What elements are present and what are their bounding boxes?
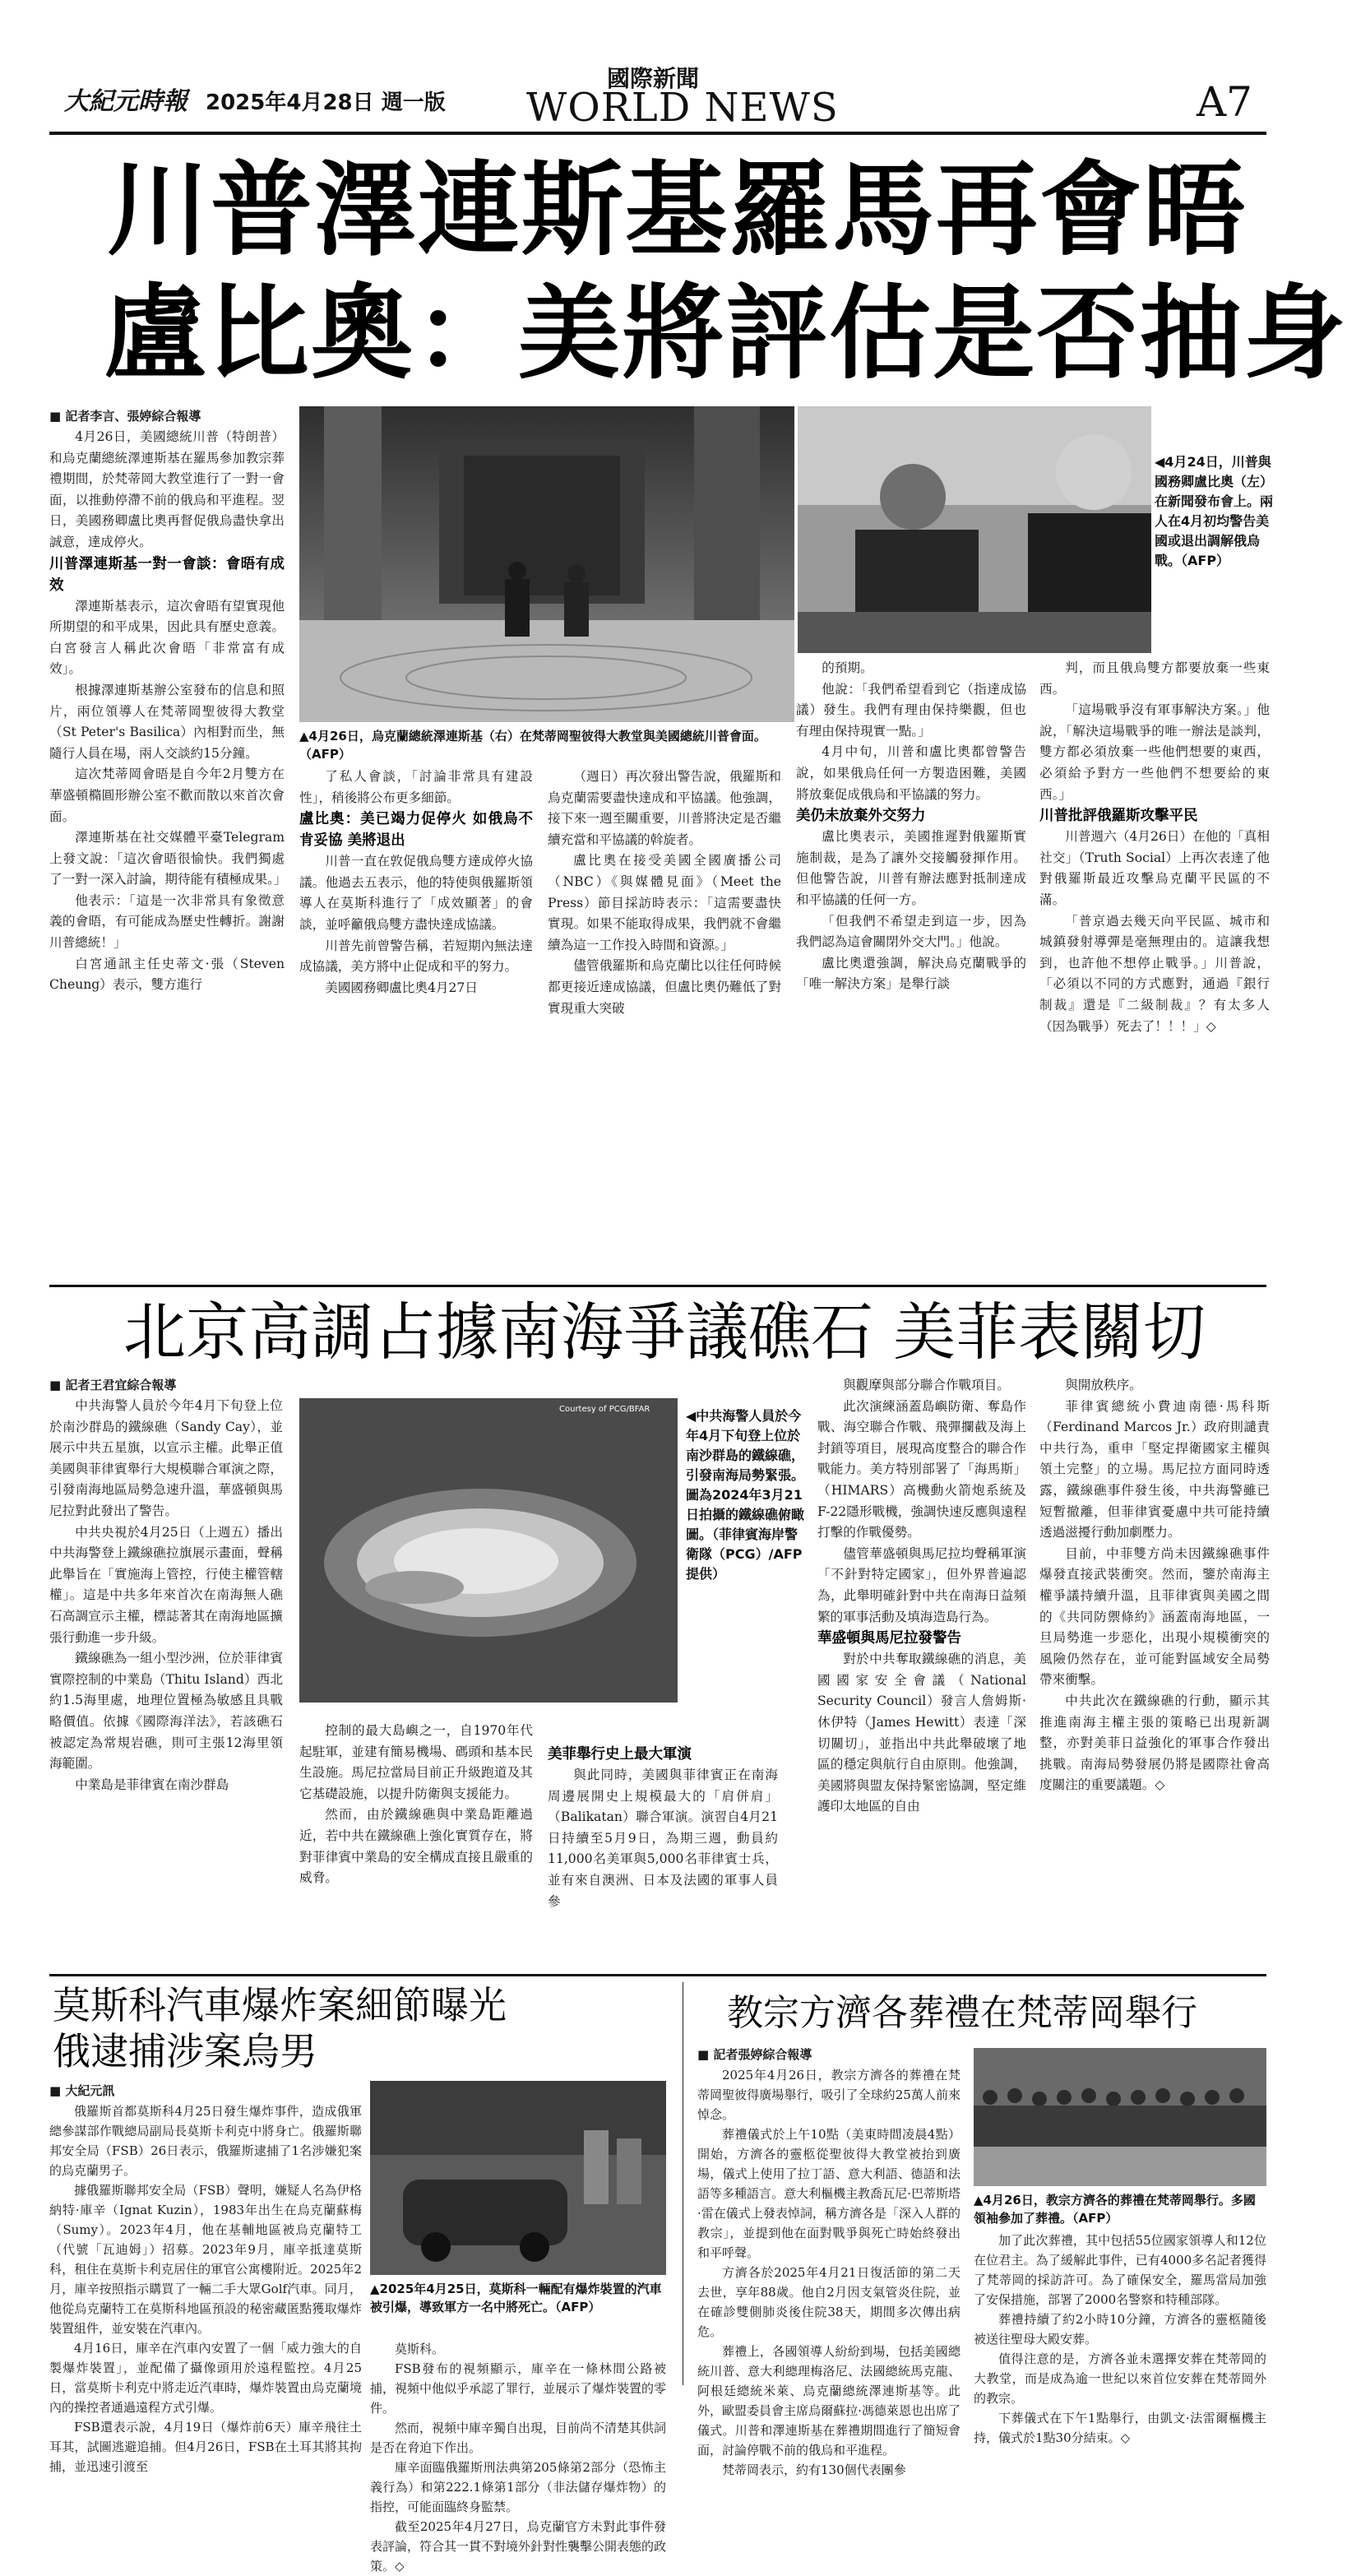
story2-photo-courtesy: Courtesy of PCG/BFAR: [559, 1405, 650, 1414]
story3-paragraph: 4月16日，庫辛在汽車內安置了一個「威力強大的自製爆炸裝置」，並配備了攝像頭用於遠程監控。4月25日，當莫斯卡利克中將走近汽車時，爆炸裝置由烏克蘭境內的操控者通過遠程方式引爆。: [49, 2341, 362, 2415]
story1-paragraph: 他表示：「這是一次非常具有象徵意義的會晤，有可能成為歷史性轉折。謝謝川普總統！」: [49, 892, 285, 951]
story3-paragraph: FSB發布的視頻顯示，庫辛在一條林間公路被捕，視頻中他似乎承認了罪行，並展示了爆炸裝置的零件。: [370, 2361, 667, 2416]
story4-paragraph: 2025年4月26日，教宗方濟各的葬禮在梵蒂岡聖彼得廣場舉行，吸引了全球約25萬人前來悼念。: [697, 2068, 960, 2122]
story1-paragraph: 4月中旬，川普和盧比奧都曾警告說，如果俄烏任何一方製造困難，美國將放棄促成俄烏和平協議的努力。: [796, 744, 1026, 802]
story2-column-3: [548, 1744, 778, 1967]
story3-headline-line2: 俄逮捕涉案烏男: [53, 2029, 317, 2073]
story4-photo-funeral: [974, 2048, 1266, 2186]
story2-headline: 北京高調占據南海爭議礁石 美菲表關切: [123, 1295, 1206, 1369]
story1-paragraph: 的預期。: [822, 660, 873, 675]
story1-paragraph: 川普一直在敦促俄烏雙方達成停火協議。他過去五表示，他的特使與俄羅斯領導人在莫斯科進行了「成效顯著」的會談，並呼籲俄烏雙方盡快達成協議。: [299, 854, 533, 932]
story1-paragraph: 儘管俄羅斯和烏克蘭比以往任何時候都更接近達成協議，但盧比奧仍難低了對實現重大突破: [548, 958, 781, 1016]
page-number: A7: [1197, 78, 1252, 126]
story2-paragraph: 中共海警人員於今年4月下旬登上位於南沙群島的鐵線礁（Sandy Cay），並展示中共五星旗，以宣示主權。此舉正值美國與菲律賓舉行大規模聯合軍演之際，引發南海地區局勢急速升溫，華盛頓與馬尼拉對此發出了警告。: [49, 1398, 283, 1518]
story1-paragraph: （週日）再次發出警告說，俄羅斯和烏克蘭需要盡快達成和平協議。他強調，接下來一週至關重要，川普將決定是否繼續充當和平協議的斡旋者。: [548, 769, 781, 847]
story1-paragraph: 4月26日，美國總統川普（特朗普）和烏克蘭總統澤連斯基在羅馬參加教宗葬禮期間，於梵蒂岡大教堂進行了一對一會面，以推動停滯不前的俄烏和平進程。翌日，美國務卿盧比奧再督促俄烏盡快拿出誠意，達成停火。: [49, 429, 285, 549]
story3-paragraph: 俄羅斯首都莫斯科4月25日發生爆炸事件，造成俄軍總參謀部作戰總局副局長莫斯卡利克中將身亡。俄羅斯聯邦安全局（FSB）26日表示，俄羅斯逮捕了1名涉嫌犯案的烏克蘭男子。: [49, 2104, 362, 2178]
story1-paragraph: 判，而且俄烏雙方都要放棄一些東西。: [1039, 660, 1270, 697]
story4-paragraph: 方濟各於2025年4月21日復活節的第二天去世，享年88歲。他自2月因支氣管炎住院，並在確診雙側肺炎後住院38天，期間多次傳出病危。: [697, 2265, 960, 2339]
story2-subhead: 美菲舉行史上最大軍演: [548, 1746, 692, 1763]
story1-photo2-caption: ◀4月24日，川普與國務卿盧比奧（左）在新聞發布會上。兩人在4月初均警告美國或退出調解俄烏戰。（AFP）: [1155, 454, 1274, 568]
story2-paragraph: 儘管華盛頓與馬尼拉均聲稱軍演「不針對特定國家」，但外界普遍認為，此舉明確針對中共在南海日益頻繁的軍事活動及填海造島行為。: [817, 1545, 1026, 1624]
story3-paragraph: 據俄羅斯聯邦安全局（FSB）聲明，嫌疑人名為伊格納特·庫辛（Ignat Kuzin），1983年出生在烏克蘭蘇梅（Sumy）。2023年4月，他在基輔地區被烏克蘭特工（代號「瓦迪姆」）招募。2023年9月，庫辛抵達莫斯科，租住在莫斯卡利克居住的軍官公寓樓附近。2025年2月，庫辛按照指示購買了一輛二手大眾Golf汽車。同月，他從烏克蘭特工在莫斯科地區預設的秘密藏匿點獲取爆炸裝置組件，並安裝在汽車內。: [49, 2183, 362, 2336]
story1-paragraph: 了私人會談，「討論非常具有建設性」，稍後將公布更多細節。: [299, 769, 533, 805]
story2-paragraph: 此次演練涵蓋島嶼防衛、奪島作戰、海空聯合作戰、飛彈攔截及海上封鎖等項目，展現高度整合的聯合作戰能力。美方特別部署了「海馬斯」（HIMARS）高機動火箭炮系統及F-22隱形戰機，強調快速反應與遠程打擊的作戰優勢。: [817, 1398, 1026, 1541]
story3-headline-line1: 莫斯科汽車爆炸案細節曝光: [53, 1983, 507, 2027]
story1-subhead: 美仍未放棄外交努力: [796, 808, 926, 825]
story1-photo-caption: ▲4月26日，烏克蘭總統澤連斯基（右）在梵蒂岡聖彼得大教堂與美國總統川普會面。（AFP）: [299, 729, 766, 762]
section-divider: [49, 1285, 1266, 1287]
story2-photo-sandy-cay: [299, 1398, 678, 1703]
story3-paragraph: 然而，視頻中庫辛獨自出現，目前尚不清楚其供詞是否在脅迫下作出。: [370, 2421, 667, 2455]
story2-byline: ■ 記者王君宜綜合報導: [49, 1378, 177, 1392]
story3-column-1: [49, 2081, 362, 2474]
reef-aerial-photo-illustration: [299, 1398, 678, 1703]
story4-paragraph: 葬禮儀式於上午10點（美東時間凌晨4點）開始，方濟各的靈柩從聖彼得大教堂被抬到廣場，儀式上使用了拉丁語、意大利語、德語和法語等多種語言。意大利樞機主教喬瓦尼·巴蒂斯塔·雷在儀式上發表悼詞，稱方濟各是「深入人群的教宗」，並提到他在面對戰爭與死亡時始終發出和平呼聲。: [697, 2127, 960, 2260]
story4-byline: ■ 記者張婷綜合報導: [697, 2047, 812, 2062]
story1-paragraph: 白宮通訊主任史蒂文·張（Steven Cheung）表示，雙方進行: [49, 956, 285, 993]
story2-paragraph: 對於中共奪取鐵線礁的消息，美國國家安全會議（National Security Council）發言人詹姆斯·休伊特（James Hewitt）表達「深切關切」，並指出中共此舉破壞了地區的穩定與航行自由原則。他強調，美國將與盟友保持緊密協調，堅定維護印太地區的自由: [817, 1652, 1026, 1814]
story1-subhead: 盧比奧：美已竭力促停火 如俄烏不肯妥協 美將退出: [299, 811, 533, 850]
story2-paragraph: 鐵線礁為一組小型沙洲，位於菲律賓實際控制的中業島（Thitu Island）西北約1.5海里處，地理位置極為敏感且具戰略價值。依據《國際海洋法》，若該礁石被認定為常規岩礁，則可主張12海里領海範圍。: [49, 1651, 283, 1772]
story1-paragraph: 盧比奧表示，美國推遲對俄羅斯實施制裁，是為了讓外交接觸發揮作用。但他警告說，川普有辦法應對抵制達成和平協議的任何一方。: [796, 829, 1026, 907]
masthead-rule: [49, 132, 1266, 135]
story1-headline-line1: 川普澤連斯基羅馬再會晤: [107, 151, 1247, 270]
press-conference-photo-illustration: [798, 406, 1151, 653]
story1-headline-line2: 盧比奧：美將評估是否抽身: [104, 274, 1347, 393]
story3-column-2: [370, 2339, 667, 2574]
story1-photo-vatican: [299, 406, 794, 722]
issue-date: 2025年4月28日 週一版: [206, 90, 446, 115]
story4-paragraph: 葬禮持續了約2小時10分鐘，方濟各的靈柩隨後被送往聖母大殿安葬。: [974, 2312, 1266, 2347]
story4-paragraph: 加了此次葬禮，其中包括55位國家領導人和12位在位君主。為了緩解此事件，已有4000多名記者獲得了梵蒂岡的採訪許可。為了確保安全，羅馬當局加強了安保措施，部署了2000名警察和特種部隊。: [974, 2233, 1266, 2307]
story1-paragraph: 盧比奧在接受美國全國廣播公司（NBC）《與媒體見面》（Meet the Press）節目採訪時表示：「這需要盡快實現。如果不能取得成果，我們就不會繼續為這一工作投入時間和資源。」: [548, 853, 781, 952]
funeral-crowd-photo-illustration: [974, 2048, 1266, 2186]
story1-paragraph: 這次梵蒂岡會晤是自今年2月雙方在華盛頓橢圓形辦公室不歡而散以來首次會面。: [49, 767, 285, 824]
story2-paragraph: 目前，中菲雙方尚未因鐵線礁事件爆發直接武裝衝突。然而，鑒於南海主權爭議持續升溫，且菲律賓與美國之間的《共同防禦條約》涵蓋南海地區，一旦局勢進一步惡化，出現小規模衝突的風險仍然存在，並可能對區域安全局勢帶來衝擊。: [1039, 1545, 1270, 1688]
story4-paragraph: 葬禮上，各國領導人紛紛到場，包括美國總統川普、意大利總理梅洛尼、法國總統馬克龍、阿根廷總統米萊、烏克蘭總統澤連斯基等。此外，歐盟委員會主席烏爾蘇拉·馮德萊恩也出席了儀式。川普和澤連斯基在葬禮期間進行了簡短會面，討論停戰不前的俄烏和平進程。: [697, 2344, 960, 2458]
paper-name: 大紀元時報: [64, 87, 187, 116]
story1-byline: ■ 記者李言、張婷綜合報導: [49, 409, 201, 424]
story3-paragraph: FSB還表示說，4月19日（爆炸前6天）庫辛飛往土耳其，試圖逃避追捕。但4月26日，FSB在土耳其將其拘捕，並迅速引渡至: [49, 2420, 362, 2474]
story1-paragraph: 川普先前曾警告稱，若短期內無法達成協議，美方將中止促成和平的努力。: [299, 938, 533, 975]
story2-paragraph: 控制的最大島嶼之一，自1970年代起駐軍，並建有簡易機場、碼頭和基本民生設施。馬尼拉當局目前正升級跑道及其它基礎設施，以提升防衛與支援能力。: [299, 1723, 533, 1801]
story1-paragraph: 「但我們不希望走到這一步，因為我們認為這會關閉外交大門。」他說。: [796, 913, 1026, 950]
story2-paragraph: 與開放秩序。: [1065, 1378, 1142, 1392]
story1-subhead: 川普批評俄羅斯攻擊平民: [1039, 808, 1198, 825]
story2-photo-caption: ◀中共海警人員於今年4月下旬登上位於南沙群島的鐵線礁，引發南海局勢緊張。圖為2024年3月21日拍攝的鐵線礁俯瞰圖。（菲律賓海岸警衛隊（PCG）/AFP提供）: [686, 1408, 805, 1582]
story3-byline: ■ 大紀元訊: [49, 2083, 115, 2098]
story1-paragraph: 澤連斯基表示，這次會晤有望實現他所期望的和平成果，因此具有歷史意義。白宮發言人稱此次會晤「非常富有成效」。: [49, 598, 285, 677]
story2-paragraph: 中業島是菲律賓在南沙群島: [75, 1777, 229, 1792]
story2-paragraph: 與此同時，美國與菲律賓正在南海周邊展開史上規模最大的「肩併肩」（Balikatan）聯合軍演。演習自4月21日持續至5月9日，為期三週，動員約11,000名美軍與5,000名菲律賓士兵，並有來自澳洲、日本及法國的軍事人員參: [548, 1768, 778, 1909]
story3-paragraph: 莫斯科。: [395, 2342, 445, 2356]
story1-paragraph: 澤連斯基在社交媒體平臺Telegram上發文說：「這次會晤很愉快。我們獨處了一對一深入討論，期待能有積極成果。」: [49, 830, 287, 887]
story1-paragraph: 根據澤連斯基辦公室發布的信息和照片，兩位領導人在梵蒂岡聖彼得大教堂（St Peter's Basilica）內相對而坐，無隨行人員在場，兩人交談約15分鐘。: [49, 682, 285, 761]
story4-paragraph: 下葬儀式在下午1點舉行，由凱文·法雷爾樞機主持，儀式於1點30分結束。◇: [974, 2411, 1266, 2445]
story2-column-2: [299, 1721, 533, 1967]
section-title-cn: 國際新聞: [607, 65, 700, 92]
story4-column-2: [974, 2231, 1266, 2445]
story1-paragraph: 川普週六（4月26日）在他的「真相社交」（Truth Social）上再次表達了他對俄羅斯最近攻擊烏克蘭平民區的不滿。: [1039, 829, 1270, 907]
story1-paragraph: 他說：「我們希望看到它（指達成協議）發生。我們有理由保持樂觀，但也有理由保持現實一點。」: [796, 681, 1026, 739]
story2-paragraph: 然而，由於鐵線礁與中業島距離過近，若中共在鐵線礁上強化實質存在，將對菲律賓中業島的安全構成直接且嚴重的威脅。: [299, 1807, 533, 1886]
story1-column-5: [1039, 658, 1270, 1278]
story4-photo-caption: ▲4月26日，教宗方濟各的葬禮在梵蒂岡舉行。多國領袖參加了葬禮。（AFP）: [974, 2193, 1256, 2226]
story2-column-4: [817, 1375, 1026, 1967]
story2-paragraph: 與觀摩與部分聯合作戰項目。: [843, 1378, 1010, 1392]
story4-headline: 教宗方濟各葬禮在梵蒂岡舉行: [727, 1992, 1197, 2034]
car-wreck-photo-illustration: [370, 2081, 666, 2275]
story1-subhead: 川普澤連斯基一對一會談：會晤有成效: [49, 555, 285, 594]
story1-paragraph: 「這場戰爭沒有軍事解決方案。」他說，「解決這場戰爭的唯一辦法是談判，雙方都必須放棄一些他們想要的東西，必須給予對方一些他們不想要給的東西。」: [1039, 702, 1270, 802]
story1-column-2: [299, 767, 533, 1278]
story2-subhead: 華盛頓與馬尼拉發警告: [817, 1630, 961, 1647]
story2-paragraph: 中共央視於4月25日（上週五）播出中共海警登上鐵線礁拉旗展示畫面，聲稱此舉旨在「實施海上管控，行使主權管轄權」。這是中共多年來首次在南海無人礁石高調宣示主權，標誌著其在南海地區擴張行動進一步升級。: [49, 1524, 283, 1645]
story2-paragraph: 中共此次在鐵線礁的行動，顯示其推進南海主權主張的策略已出現新調整，亦對美菲日益強化的軍事合作發出挑戰。南海局勢發展仍將是國際社會高度關注的重要議題。◇: [1039, 1693, 1270, 1793]
story1-paragraph: 「普京過去幾天向平民區、城市和城鎮發射導彈是毫無理由的。這讓我想到，也許他不想停止戰爭。」川普說，「必須以不同的方式應對，通過『銀行制裁』還是『二級制裁』？有太多人（因為戰爭）死去了！！！」◇: [1039, 913, 1270, 1034]
story4-paragraph: 梵蒂岡表示，約有130個代表團參: [722, 2462, 906, 2477]
basilica-photo-illustration: [299, 406, 794, 722]
story1-photo-press: [798, 406, 1151, 653]
story3-photo-car-bomb: [370, 2081, 666, 2275]
story3-photo-caption: ▲2025年4月25日，莫斯科一輛配有爆炸裝置的汽車被引爆，導致軍方一名中將死亡。（AFP）: [370, 2282, 662, 2314]
story4-column-1: [697, 2045, 960, 2477]
story2-column-5: [1039, 1375, 1270, 1967]
masthead: [0, 0, 1316, 145]
story1-paragraph: 盧比奧還強調，解決烏克蘭戰爭的「唯一解決方案」是舉行談: [796, 955, 1026, 992]
section-divider: [49, 1974, 1266, 1976]
story1-column-3: [548, 767, 781, 1278]
story4-paragraph: 值得注意的是，方濟各並未選擇安葬在梵蒂岡的大教堂，而是成為逾一世紀以來首位安葬在梵蒂岡外的教宗。: [974, 2351, 1266, 2406]
story2-paragraph: 菲律賓總統小費迪南德·馬科斯（Ferdinand Marcos Jr.）政府則譴責中共行為，重申「堅定捍衛國家主權與領土完整」的立場。馬尼拉方面同時透露，鐵線礁事件發生後，中共海警雖已短暫撤離，但菲律賓憂慮中共可能持續透過滋擾行動加劇壓力。: [1039, 1398, 1270, 1541]
story2-column-1: [49, 1375, 283, 1792]
story1-column-1: [49, 406, 285, 1278]
story3-paragraph: 庫辛面臨俄羅斯刑法典第205條第2部分（恐怖主義行為）和第222.1條第1部分（非法儲存爆炸物）的指控，可能面臨終身監禁。: [370, 2460, 666, 2514]
story1-column-4: [796, 658, 1026, 1278]
story3-paragraph: 截至2025年4月27日，烏克蘭官方未對此事件發表評論，符合其一貫不對境外針對性襲擊公開表態的政策。◇: [370, 2519, 667, 2574]
section-title-en: WORLD NEWS: [526, 85, 839, 131]
story1-paragraph: 美國國務卿盧比奧4月27日: [325, 980, 478, 995]
